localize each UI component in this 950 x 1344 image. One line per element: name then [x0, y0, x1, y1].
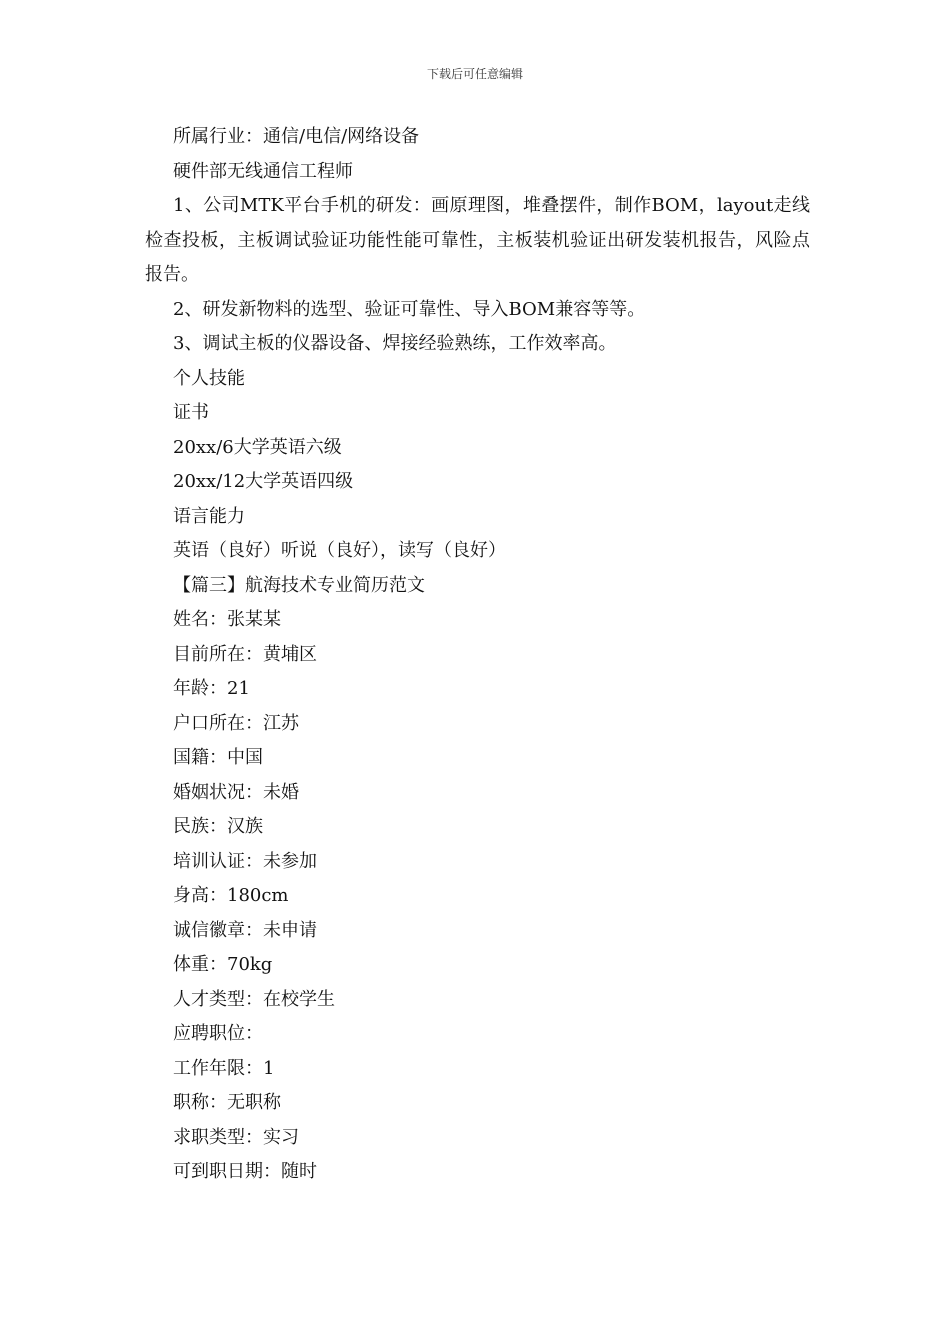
field-name: 姓名：张某某: [173, 609, 281, 630]
duty-item-3: 3、调试主板的仪器设备、焊接经验熟练，工作效率高。: [173, 333, 617, 354]
field-applied-position: 应聘职位：: [173, 1023, 263, 1044]
duty-item-1: 1、公司MTK平台手机的研发：画原理图，堆叠摆件，制作BOM，layout走线检查投板，主板调试验证功能性能可靠性，主板装机验证出研发装机报告，风险点报告。: [145, 195, 810, 285]
section-heading-resume: 【篇三】航海技术专业简历范文: [173, 574, 425, 596]
field-ethnicity: 民族：汉族: [173, 816, 263, 837]
field-hukou: 户口所在：江苏: [173, 712, 299, 734]
field-current-location: 目前所在：黄埔区: [173, 643, 317, 665]
field-height: 身高：180cm: [173, 885, 289, 906]
section-heading-certificates: 证书: [173, 402, 209, 423]
field-integrity-badge: 诚信徽章：未申请: [173, 919, 317, 941]
job-title-line: 硬件部无线通信工程师: [173, 160, 353, 182]
industry-line: 所属行业：通信/电信/网络设备: [173, 126, 420, 147]
certificate-item: 20xx/12大学英语四级: [173, 471, 354, 492]
field-professional-title: 职称：无职称: [173, 1092, 281, 1113]
document-body: [145, 120, 810, 1190]
field-talent-type: 人才类型：在校学生: [173, 988, 335, 1010]
section-heading-language: 语言能力: [173, 505, 245, 527]
field-age: 年龄：21: [173, 678, 250, 699]
field-available-date: 可到职日期：随时: [173, 1161, 317, 1182]
page-header: 下载后可任意编辑: [426, 67, 523, 81]
field-work-years: 工作年限：1: [173, 1057, 275, 1079]
duty-item-2: 2、研发新物料的选型、验证可靠性、导入BOM兼容等等。: [173, 298, 646, 320]
section-heading-skills: 个人技能: [173, 367, 245, 389]
field-training: 培训认证：未参加: [173, 850, 317, 872]
certificate-item: 20xx/6大学英语六级: [173, 436, 342, 458]
language-detail: 英语（良好）听说（良好），读写（良好）: [173, 540, 506, 561]
field-job-type: 求职类型：实习: [173, 1126, 299, 1148]
field-nationality: 国籍：中国: [173, 747, 263, 768]
field-weight: 体重：70kg: [173, 954, 273, 975]
field-marital-status: 婚姻状况：未婚: [173, 781, 299, 803]
